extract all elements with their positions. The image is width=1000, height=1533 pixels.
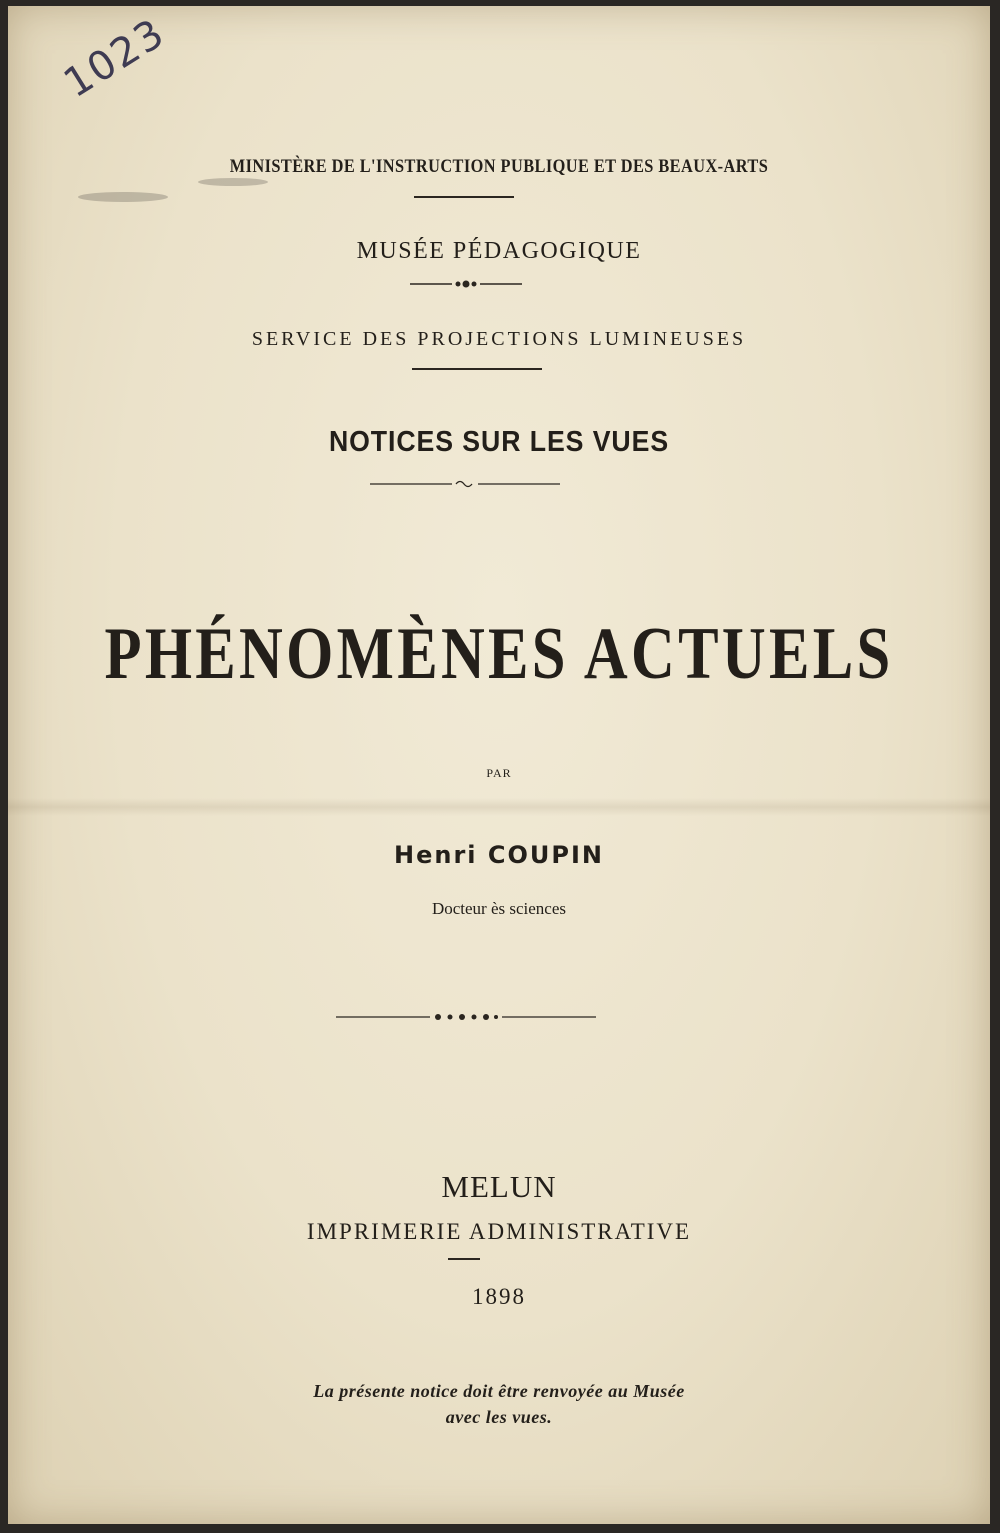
- museum-heading: MUSÉE PÉDAGOGIQUE: [356, 238, 642, 264]
- ornament-divider: [408, 278, 524, 290]
- document-title: PHÉNOMÈNES ACTUELS: [104, 613, 894, 695]
- imprint-year: 1898: [472, 1284, 526, 1309]
- imprint-printer: IMPRIMERIE ADMINISTRATIVE: [306, 1219, 692, 1244]
- ink-smudge: [78, 192, 168, 202]
- imprint-city: MELUN: [441, 1169, 557, 1204]
- return-notice-line-1: La présente notice doit être renvoyée au Musée: [313, 1381, 685, 1401]
- page-fold: [8, 798, 990, 816]
- ornament-divider: [368, 478, 562, 490]
- return-notice-line-2: avec les vues.: [445, 1407, 553, 1427]
- author-degree: Docteur ès sciences: [431, 899, 567, 918]
- ministry-heading: MINISTÈRE DE L'INSTRUCTION PUBLIQUE ET DES BEAUX-ARTS: [229, 156, 769, 177]
- ornament-divider: [334, 1010, 598, 1024]
- author-name: Henri COUPIN: [394, 841, 604, 869]
- handwritten-catalog-number: 1023: [56, 9, 174, 108]
- document-page: [8, 6, 990, 1524]
- ink-smudge: [198, 178, 268, 186]
- series-heading: NOTICES SUR LES VUES: [328, 426, 670, 458]
- divider-rule: [448, 1258, 480, 1260]
- divider-rule: [412, 368, 542, 370]
- byline-par: PAR: [486, 766, 512, 780]
- divider-rule: [414, 196, 514, 198]
- service-heading: SERVICE DES PROJECTIONS LUMINEUSES: [251, 328, 747, 350]
